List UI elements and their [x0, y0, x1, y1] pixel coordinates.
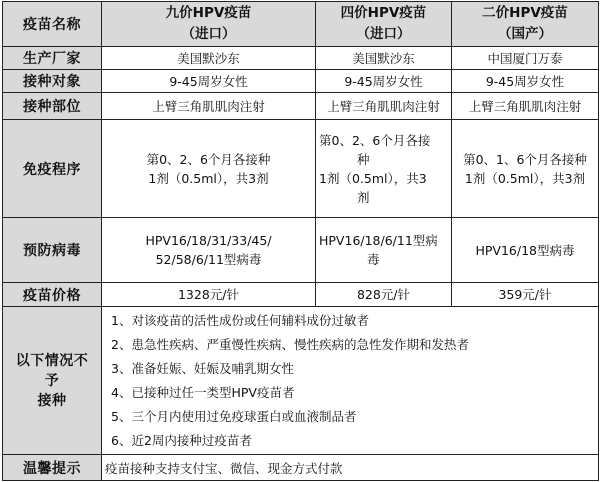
header-two-valent-name: 二价HPV疫苗: [482, 5, 568, 21]
schedule-four-line: 第0、2、6个月各接: [319, 132, 431, 148]
price-label: 疫苗价格: [3, 283, 102, 307]
virus-nine-line: 52/58/6/11型病毒: [155, 252, 262, 267]
site-nine: 上臂三角肌肌肉注射: [102, 93, 316, 120]
header-nine-valent-name: 九价HPV疫苗: [165, 5, 252, 21]
header-two-valent-origin: （国产）: [498, 26, 552, 42]
exclusion-label-line: 予: [44, 372, 60, 389]
header-four-valent: [316, 2, 452, 47]
schedule-nine: [102, 120, 316, 218]
manufacturer-row: [3, 47, 599, 70]
schedule-two: [452, 120, 599, 218]
exclusion-label: [3, 307, 102, 455]
exclusion-label-line: 接种: [37, 392, 67, 409]
schedule-four-line: 种: [357, 151, 370, 167]
target-four: 9-45周岁女性: [316, 70, 452, 93]
target-nine: 9-45周岁女性: [102, 70, 316, 93]
header-two-valent: [452, 2, 599, 47]
vaccine-comparison-table: [2, 1, 599, 481]
header-nine-valent-origin: （进口）: [181, 26, 236, 42]
tip-row: [3, 455, 599, 481]
header-row: [3, 2, 599, 47]
exclusion-item: 3、准备妊娠、妊娠及哺乳期女性: [111, 360, 294, 376]
price-row: [3, 283, 599, 307]
manufacturer-label: 生产厂家: [3, 47, 102, 70]
schedule-four-line: 1剂（0.5ml），共3: [319, 170, 427, 186]
site-two: 上臂三角肌肌肉注射: [452, 93, 599, 120]
header-nine-valent: [102, 2, 316, 47]
schedule-two-line: 第0、1、6个月各接种: [463, 151, 587, 167]
site-label: 接种部位: [3, 93, 102, 120]
vaccine-name-label: 疫苗名称: [3, 2, 102, 47]
exclusion-item: 5、三个月内使用过免疫球蛋白或血液制品者: [111, 408, 357, 424]
virus-four: [316, 218, 452, 283]
site-row: [3, 93, 599, 120]
price-two: 359元/针: [452, 283, 599, 307]
exclusion-item: 6、近2周内接种过疫苗者: [111, 432, 252, 448]
manufacturer-two: 中国厦门万泰: [452, 47, 599, 70]
manufacturer-nine: 美国默沙东: [102, 47, 316, 70]
exclusion-list: [105, 309, 595, 453]
exclusion-row: [3, 307, 599, 455]
virus-two-line: HPV16/18型病毒: [475, 242, 575, 258]
manufacturer-four: 美国默沙东: [316, 47, 452, 70]
schedule-four: [316, 120, 452, 218]
virus-row: [3, 218, 599, 283]
virus-four-line: HPV16/18/6/11型病: [319, 233, 438, 248]
virus-two: [452, 218, 599, 283]
exclusion-item: 1、对该疫苗的活性成份或任何辅料成份过敏者: [111, 312, 369, 328]
exclusion-item: 2、患急性疾病、严重慢性疾病、慢性疾病的急性发作期和发热者: [111, 336, 469, 352]
virus-four-line: 毒: [367, 252, 380, 267]
virus-nine: [102, 218, 316, 283]
virus-label: 预防病毒: [3, 218, 102, 283]
virus-nine-line: HPV16/18/31/33/45/: [145, 233, 272, 248]
target-label: 接种对象: [3, 70, 102, 93]
tip-label: 温馨提示: [3, 455, 102, 481]
schedule-nine-line: 第0、2、6个月各接种: [146, 151, 271, 167]
header-four-valent-origin: （进口）: [356, 26, 411, 42]
exclusion-label-line: 以下情况不: [15, 352, 89, 369]
schedule-two-line: 1剂（0.5ml），共3剂: [464, 170, 586, 186]
schedule-row: [3, 120, 599, 218]
tip-text: 疫苗接种支持支付宝、微信、现金方式付款: [102, 455, 599, 481]
exclusion-list-cell: [102, 307, 599, 455]
price-nine: 1328元/针: [102, 283, 316, 307]
target-two: 9-45周岁女性: [452, 70, 599, 93]
target-row: [3, 70, 599, 93]
schedule-nine-line: 1剂（0.5ml），共3剂: [148, 170, 269, 186]
site-four: 上臂三角肌肌肉注射: [316, 93, 452, 120]
price-four: 828元/针: [316, 283, 452, 307]
schedule-label: 免疫程序: [3, 120, 102, 218]
header-four-valent-name: 四价HPV疫苗: [340, 5, 427, 21]
exclusion-item: 4、已接种过任一类型HPV疫苗者: [111, 384, 295, 400]
schedule-four-line: 剂: [357, 189, 370, 205]
